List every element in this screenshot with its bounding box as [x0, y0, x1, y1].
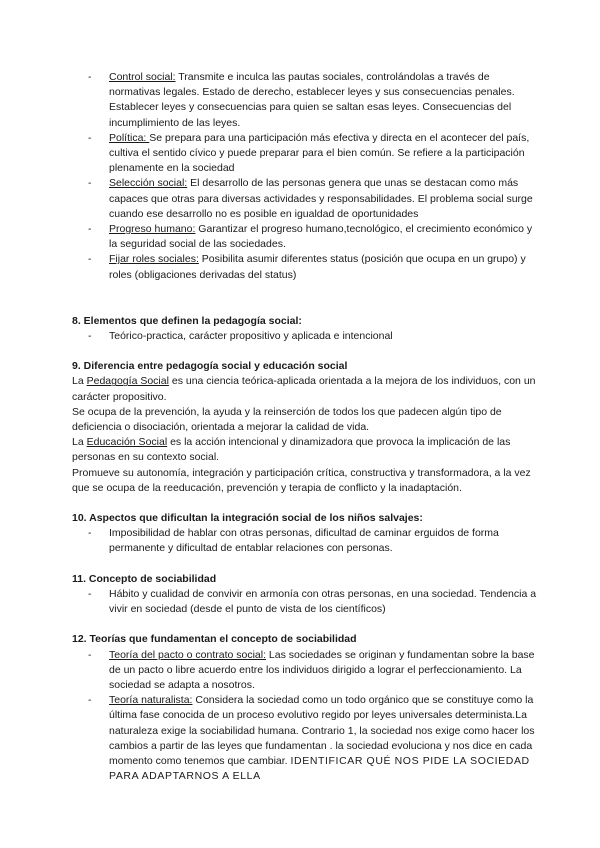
item-text: Imposibilidad de hablar con otras personas, dificultad de caminar erguidos de forma permanente y dificultad de entablar relaciones con personas. [109, 527, 499, 555]
section-12 [72, 632, 540, 784]
spacer [72, 557, 540, 572]
item-text: Teórico-practica, carácter propositivo y aplicada e intencional [109, 330, 393, 343]
section-list [72, 329, 540, 344]
section-heading: 12. Teorías que fundamentan el concepto de sociabilidad [72, 633, 357, 646]
section-10 [72, 511, 540, 557]
spacer [72, 496, 540, 511]
social-functions-list [72, 70, 540, 283]
section-list [72, 587, 540, 617]
section-heading: 8. Elementos que definen la pedagogía social: [72, 314, 302, 327]
term-label: Teoría del pacto o contrato social: [109, 648, 267, 661]
bullet-dash: - [88, 253, 92, 266]
list-item [72, 693, 540, 784]
term-label: Educación Social [86, 436, 168, 449]
term-label: Fijar roles sociales: [109, 253, 199, 266]
paragraph [72, 374, 540, 404]
spacer [72, 617, 540, 632]
list-item [72, 70, 540, 131]
bullet-dash: - [88, 131, 92, 144]
section-heading: 10. Aspectos que dificultan la integración social de los niños salvajes: [72, 512, 423, 525]
item-caps-text: IDENTIFICAR QUÉ NOS PIDE LA SOCIEDAD PARA ADAPTARNOS A ELLA [109, 754, 530, 783]
item-text: Se prepara para una participación más efectiva y directa en el acontecer del país, cultiva el sentido cívico y puede preparar para el bien común. Se refiere a la participación plenamente en la sociedad [109, 131, 530, 175]
term-label: Control social: [109, 71, 176, 83]
bullet-dash: - [88, 587, 92, 600]
list-item [72, 131, 540, 177]
section-9 [72, 359, 540, 496]
bullet-dash: - [88, 648, 92, 661]
text-run: es una ciencia teórica-aplicada orientada a la mejora de los individuos, con un carácter propositivo. [72, 375, 536, 403]
paragraph [72, 435, 540, 465]
list-item [72, 329, 540, 344]
paragraph: Se ocupa de la prevención, la ayuda y la reinserción de todos los que padecen algún tipo de deficiencia o disociación, orientada a mejorar la calidad de vida. [72, 405, 502, 434]
bullet-dash: - [88, 177, 92, 190]
spacer [72, 344, 540, 359]
spacer [72, 283, 540, 314]
section-8 [72, 314, 540, 344]
section-heading: 9. Diferencia entre pedagogía social y educación social [72, 360, 348, 373]
term-label: Teoría naturalista: [109, 694, 193, 707]
list-item [72, 587, 540, 617]
term-label: Progreso humano: [109, 223, 196, 236]
term-label: Pedagogía Social [86, 375, 169, 388]
section-11 [72, 572, 540, 618]
bullet-dash: - [88, 330, 92, 343]
bullet-dash: - [88, 527, 92, 540]
section-list [72, 526, 540, 556]
text-run: La [72, 436, 87, 449]
item-text: El desarrollo de las personas genera que unas se destacan como más capaces que otras para diversas actividades y responsabilidades. El problema social surge cuando ese desarrollo no es posible en igualdad de oportunidades [109, 177, 533, 220]
list-item [72, 252, 540, 282]
term-label: Política: [109, 131, 150, 144]
item-text: Las sociedades se originan y fundamentan sobre la base de un pacto o libre acuerdo entre los individuos dirigido a lograr el perfeccionamiento. La sociedad se adapta a nosotros. [109, 648, 535, 691]
list-item [72, 526, 540, 556]
section-list [72, 648, 540, 785]
bullet-dash: - [88, 694, 92, 707]
paragraph: Promueve su autonomía, integración y participación crítica, constructiva y transformadora, a la vez que se ocupa de la reeducación, prevención y terapia de conflicto y la inadaptación. [72, 466, 531, 494]
term-label: Selección social: [109, 177, 188, 190]
text-run: La [72, 375, 87, 388]
list-item [72, 648, 540, 694]
section-heading: 11. Concepto de sociabilidad [72, 572, 217, 585]
list-item [72, 222, 540, 252]
text-run: es la acción intencional y dinamizadora que provoca la implicación de las personas en su contexto social. [72, 436, 511, 464]
item-text: Garantizar el progreso humano,tecnológico, el crecimiento económico y la seguridad social de las sociedades. [109, 223, 533, 251]
bullet-dash: - [88, 71, 92, 83]
bullet-dash: - [88, 223, 92, 236]
item-text: Posibilita asumir diferentes status (posición que ocupa en un grupo) y roles (obligaciones derivadas del status) [109, 253, 526, 281]
item-text: Considera la sociedad como un todo orgánico que se constituye como la última fase conocida de un proceso evolutivo regido por leyes universales determinista.La naturaleza exige la sociabilidad humana. Contrario 1, la sociedad nos exige como hacer los cambios a partir de las leyes que fundamentan . la sociedad evoluciona y nos dice en cada momento como tenemos que cambiar. [109, 694, 535, 767]
item-text: Transmite e inculca las pautas sociales, controlándolas a través de normativas legales. Estado de derecho, establecer leyes y sus consecuencias penales. Establecer leyes y consecuencias para quien se saltan esas leyes. Consecuencias del incumplimiento de las leyes. [109, 71, 515, 129]
item-text: Hábito y cualidad de convivir en armonía con otras personas, en una sociedad. Tendencia a vivir en sociedad (desde el punto de vista de los científicos) [109, 587, 537, 616]
list-item [72, 176, 540, 222]
